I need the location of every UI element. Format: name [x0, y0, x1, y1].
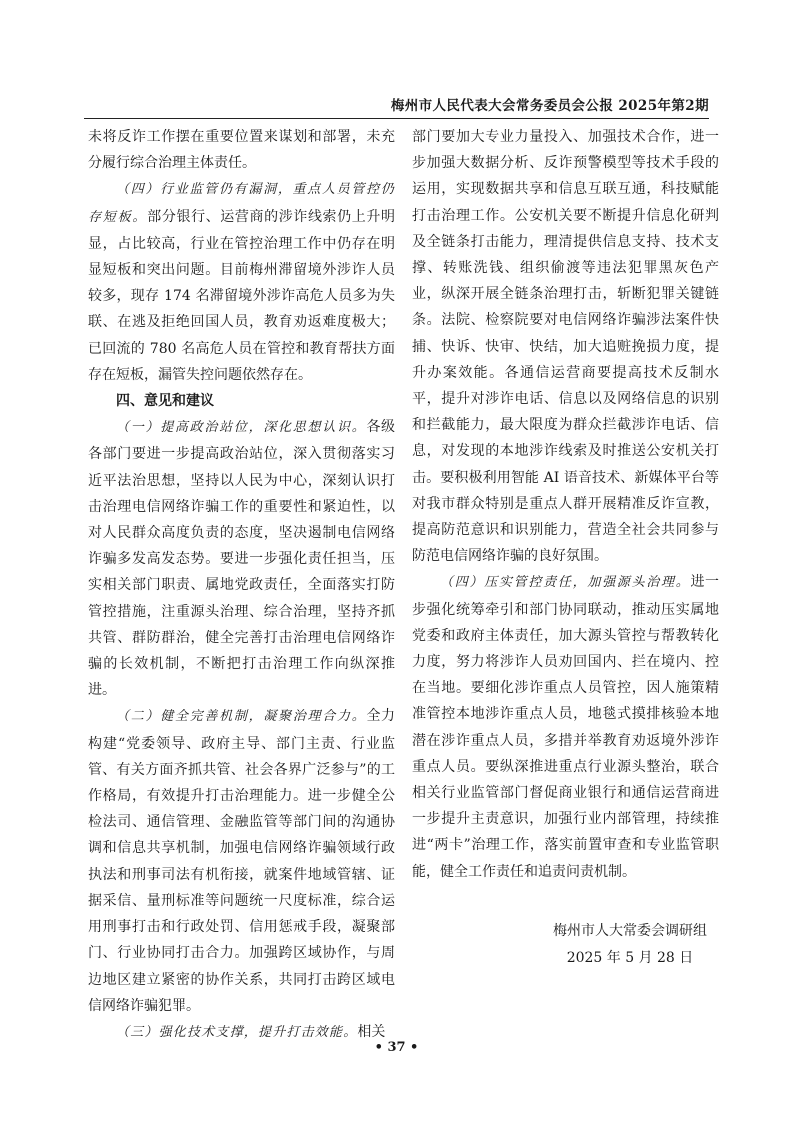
signature-date: 2025 年 5 月 28 日 — [566, 950, 694, 966]
left-column — [88, 124, 395, 1046]
paragraph: 未将反诈工作摆在重要位置来谋划和部署，未充分履行综合治理主体责任。 — [88, 129, 395, 172]
header-rule — [84, 118, 709, 119]
section-heading: 四、意见和建议 — [116, 393, 214, 410]
paragraph — [88, 703, 395, 1018]
subsection-heading: （四）压实管控责任，加强源头治理。 — [440, 575, 691, 591]
paragraph-body: 进一步强化统筹牵引和部门协同联动，推动压实属地党委和政府主体责任，加大源头管控与帮教转化力度，努力将涉诈人员劝回国内、拦在境内、控在当地。要细化涉诈重点人员管控，因人施策精准管控本地涉诈重点人员，地毯式摸排核验本地潜在涉诈重点人员，多措并举教育劝返境外涉诈重点人员。要纵深推进重点行业源头整治，联合相关行业监管部门督促商业银行和通信运营商进一步提升主责意识，加强行业内部管理，持续推进“两卡”治理工作，落实前置审查和专业监管职能，健全工作责任和追责问责机制。 — [412, 574, 720, 880]
paragraph — [88, 176, 395, 388]
subsection-heading: （二）健全完善机制，凝聚治理合力。 — [116, 709, 367, 725]
signature-org: 梅州市人大常委会调研组 — [553, 923, 707, 939]
subsection-heading: （三）强化技术支撑，提升打击效能。 — [116, 1024, 358, 1040]
right-column — [412, 124, 719, 885]
subsection-heading: （四）行业监管仍有漏洞，重点人员管控仍存短板。 — [88, 182, 395, 225]
paragraph — [412, 569, 719, 884]
paragraph-body: 相关 — [357, 1023, 386, 1040]
paragraph-body: 部分银行、运营商的涉诈线索仍上升明显，占比较高，行业在管控治理工作中仍存在明显短板和突出问题。目前梅州滞留境外涉诈人员较多，现存 174 名滞留境外涉诈高危人员多为失联、在逃及拒绝回国人员，教育劝返难度极大；已回流的 780 名高危人员在管控和教育帮扶方面存在短板，漏管失控问题依然存在。 — [88, 208, 395, 383]
paragraph: 部门要加大专业力量投入、加强技术合作，进一步加强大数据分析、反诈预警模型等技术手段的运用，实现数据共享和信息互联互通，科技赋能打击治理工作。公安机关要不断提升信息化研判及全链条打击能力，理清提供信息支持、技术支撑、转账洗钱、组织偷渡等违法犯罪黑灰色产业，纵深开展全链条治理打击，斩断犯罪关键链条。法院、检察院要对电信网络诈骗涉法案件快捕、快诉、快审、快结，加大追赃挽损力度，提升办案效能。各通信运营商要提高技术反制水平，提升对涉诈电话、信息以及网络信息的识别和拦截能力，最大限度为群众拦截涉诈电话、信息，对发现的本地涉诈线索及时推送公安机关打击。要积极利用智能 AI 语音技术、新媒体平台等对我市群众特别是重点人群开展精准反诈宣教，提高防范意识和识别能力，营造全社会共同参与防范电信网络诈骗的良好氛围。 — [412, 129, 719, 565]
paragraph-body: 全力构建“党委领导、政府主导、部门主责、行业监管、有关方面齐抓共管、社会各界广泛参与”的工作格局，有效提升打击治理能力。进一步健全公检法司、通信管理、金融监管等部门间的沟通协调和信息共享机制，加强电信网络诈骗领域行政执法和刑事司法有机衔接，就案件地域管辖、证据采信、量刑标准等问题统一尺度标准，综合运用刑事打击和行政处罚、信用惩戒手段，凝聚部门、行业协同打击合力。加强跨区域协作，与周边地区建立紧密的协作关系，共同打击跨区域电信网络诈骗犯罪。 — [88, 708, 396, 1014]
paragraph — [88, 414, 395, 703]
journal-header: 梅州市人民代表大会常务委员会公报 2025年第2期 — [390, 98, 709, 114]
subsection-heading: （一）提高政治站位，深化思想认识。 — [116, 420, 367, 436]
page-number: • 37 • — [374, 1040, 419, 1055]
paragraph-body: 各级各部门要进一步提高政治站位，深入贯彻落实习近平法治思想，坚持以人民为中心，深刻认识打击治理电信网络诈骗工作的重要性和紧迫性，以对人民群众高度负责的态度，坚决遏制电信网络诈骗多发高发态势。要进一步强化责任担当，压实相关部门职责、属地党政责任，全面落实打防管控措施，注重源头治理、综合治理，坚持齐抓共管、群防群治，健全完善打击治理电信网络诈骗的长效机制，不断把打击治理工作向纵深推进。 — [88, 419, 396, 699]
